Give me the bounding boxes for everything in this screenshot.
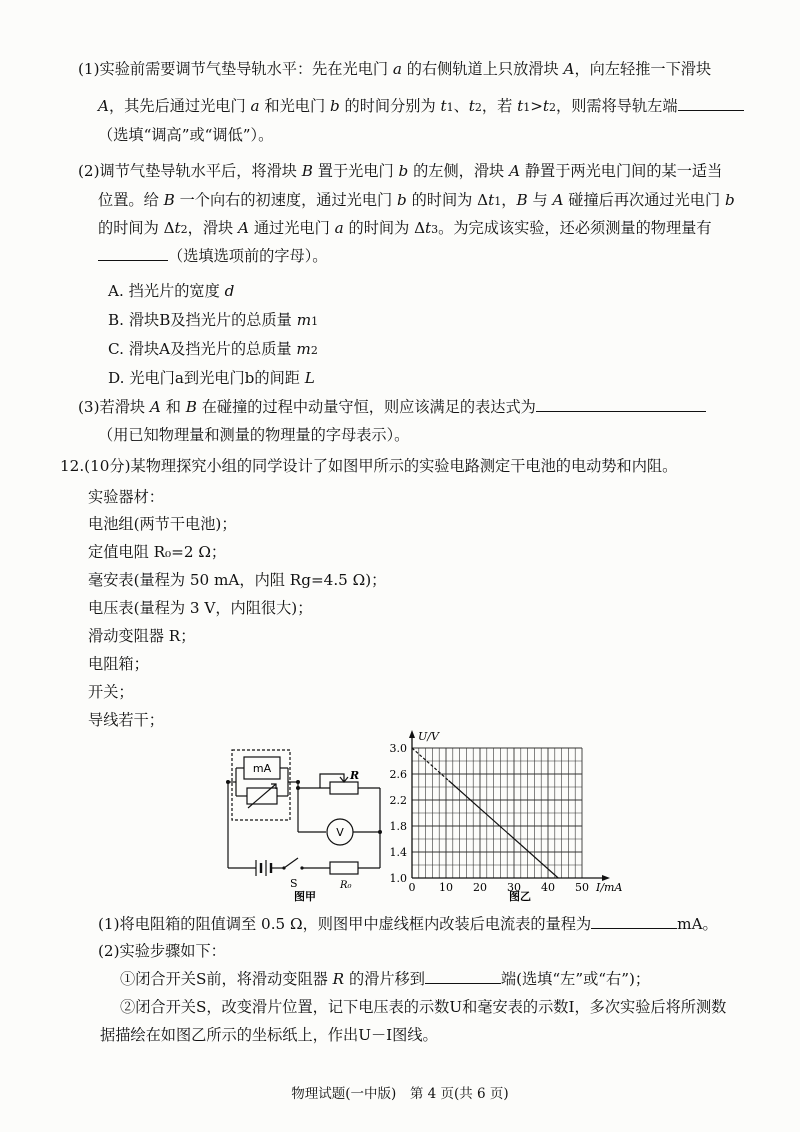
answer-blank-3[interactable] (536, 396, 706, 412)
answer-blank-2[interactable] (98, 245, 168, 261)
q11-part2-line4: （选填选项前的字母）。 (98, 245, 327, 267)
answer-blank-5[interactable] (425, 968, 501, 984)
x-tick-label: 20 (473, 881, 487, 894)
r-label: R (350, 769, 360, 782)
circuit-caption: 图甲 (294, 890, 316, 902)
ui-line (449, 781, 559, 879)
graph-ticks (390, 742, 590, 894)
x-tick-label: 50 (575, 881, 589, 894)
option-c: C. 滑块A及挡光片的总质量 m2 (108, 340, 318, 358)
q12-sub2: (2)实验步骤如下： (98, 942, 226, 960)
x-axis-label: I/mA (596, 881, 623, 894)
q12-step1: ①闭合开关S前，将滑动变阻器 R 的滑片移到 端(选填“左”或“右”)； (120, 970, 651, 988)
answer-blank-1[interactable] (678, 95, 744, 111)
answer-blank-4[interactable] (591, 913, 677, 929)
graph-grid (412, 748, 582, 878)
q12-step2-line1: ②闭合开关S，改变滑片位置，记下电压表的示数U和毫安表的示数I，多次实验后将所测数 (120, 998, 727, 1016)
q11-part2-line1: (2)调节气垫导轨水平后，将滑块 B 置于光电门 b 的左侧，滑块 A 静置于两光电门间的某一适当 (78, 162, 723, 180)
v-label: V (336, 826, 344, 839)
r0-label: R₀ (340, 880, 352, 891)
q11-part1-line3: （选填“调高”或“调低”）。 (98, 126, 274, 144)
equipment-item: 导线若干； (88, 711, 164, 729)
x-tick-label: 40 (541, 881, 555, 894)
equipment-item: 滑动变阻器 R； (88, 627, 196, 645)
graph-caption: 图乙 (509, 890, 531, 902)
resistor-r0 (330, 862, 358, 874)
ui-graph (360, 728, 640, 902)
y-tick-label: 2.6 (389, 768, 407, 781)
y-axis-arrow (409, 730, 415, 738)
ui-line-extrapolated (412, 748, 449, 781)
q11-part1-line1: (1)实验前需要调节气垫导轨水平：先在光电门 a 的右侧轨道上只放滑块 A，向左轻推一下滑块 (78, 60, 712, 78)
switch-s (284, 858, 298, 868)
y-tick-label: 1.8 (389, 820, 407, 833)
s-label: S (290, 877, 298, 890)
equipment-item: 毫安表(量程为 50 mA，内阻 Rg=4.5 Ω)； (88, 571, 387, 589)
option-d: D. 光电门a到光电门b的间距 L (108, 369, 315, 387)
slide-rheostat (330, 782, 358, 794)
equipment-item: 定值电阻 R₀=2 Ω； (88, 543, 227, 561)
q12-sub1: (1)将电阻箱的阻值调至 0.5 Ω，则图甲中虚线框内改装后电流表的量程为 mA。 (98, 915, 718, 933)
ma-label: mA (252, 762, 272, 775)
x-tick-label: 30 (507, 881, 521, 894)
y-tick-label: 1.4 (389, 846, 407, 859)
equipment-item: 电压表(量程为 3 V，内阻很大)； (88, 599, 313, 617)
y-tick-label: 2.2 (389, 794, 407, 807)
x-tick-label: 10 (439, 881, 453, 894)
y-tick-label: 3.0 (389, 742, 407, 755)
equipment-title: 实验器材： (88, 488, 164, 506)
q11-part2-line3: 的时间为 Δt2，滑块 A 通过光电门 a 的时间为 Δt3。为完成该实验，还必须测量的物理量有 (98, 219, 712, 237)
equipment-item: 电池组(两节干电池)； (88, 515, 237, 533)
q12-header: 12.(10分)某物理探究小组的同学设计了如图甲所示的实验电路测定干电池的电动势和内阻。 (60, 457, 678, 475)
ammeter-dashed-box (232, 750, 290, 820)
page-footer: 物理试题(一中版) 第 4 页(共 6 页) (291, 1086, 509, 1102)
q11-part3-line2: （用已知物理量和测量的物理量的字母表示）。 (98, 426, 410, 444)
y-axis-label: U/V (418, 730, 439, 743)
option-b: B. 滑块B及挡光片的总质量 m1 (108, 311, 319, 329)
q11-part2-line2: 位置。给 B 一个向右的初速度，通过光电门 b 的时间为 Δt1，B 与 A 碰撞后再次通过光电门 b (98, 191, 735, 209)
q12-step2-line2: 据描绘在如图乙所示的坐标纸上，作出U－I图线。 (100, 1026, 438, 1044)
equipment-item: 开关； (88, 683, 134, 701)
rheostat-slider (320, 774, 344, 788)
equipment-item: 电阻箱； (88, 655, 149, 673)
y-tick-label: 1.0 (389, 872, 407, 885)
x-tick-label: 0 (408, 881, 416, 894)
q11-part3-line1: (3)若滑块 A 和 B 在碰撞的过程中动量守恒，则应该满足的表达式为 (78, 396, 706, 418)
q11-part1-line2: A，其先后通过光电门 a 和光电门 b 的时间分别为 t1、t2，若 t1>t2，则需将导轨左端 (98, 95, 744, 119)
option-a: A. 挡光片的宽度 d (108, 282, 235, 300)
